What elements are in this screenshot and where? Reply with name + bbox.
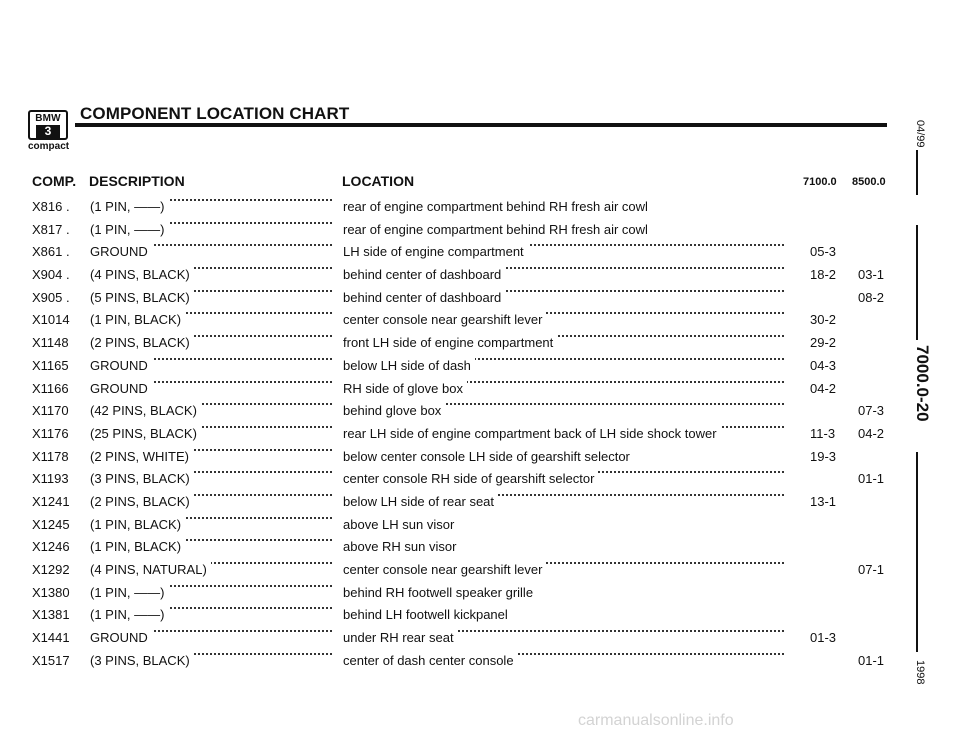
component-location: [343, 199, 784, 215]
ref-7100: 29-2: [810, 335, 837, 351]
component-description: [90, 585, 332, 601]
description-text: (3 PINS, BLACK): [90, 471, 194, 486]
sidebar-date: 04/99: [914, 120, 926, 148]
description-text: GROUND: [90, 381, 152, 396]
table-row: [0, 585, 900, 608]
component-location: [343, 630, 784, 646]
location-text: behind glove box: [343, 403, 445, 418]
component-location: [343, 517, 784, 533]
location-text: center of dash center console: [343, 653, 518, 668]
logo-badge: [28, 110, 68, 140]
component-location: [343, 653, 784, 669]
component-description: [90, 653, 332, 669]
title-rule: [75, 123, 887, 127]
table-row: [0, 267, 900, 290]
ref-8500: 08-2: [858, 289, 885, 305]
description-text: (2 PINS, BLACK): [90, 335, 194, 350]
ref-7100: 30-2: [810, 312, 837, 328]
description-text: (42 PINS, BLACK): [90, 403, 201, 418]
page-title: COMPONENT LOCATION CHART: [80, 104, 350, 123]
location-text: under RH rear seat: [343, 630, 458, 645]
table-row: [0, 471, 900, 494]
ref-7100: 01-3: [810, 630, 837, 646]
component-description: [90, 471, 332, 487]
table-row: [0, 449, 900, 472]
component-id: X817 .: [32, 221, 70, 237]
component-table: [0, 199, 900, 675]
component-description: [90, 494, 332, 510]
sidebar-page-number: 7000.0-20: [913, 345, 932, 422]
sidebar-year: 1998: [914, 660, 926, 685]
description-text: (1 PIN, ——): [90, 222, 168, 237]
component-location: [343, 607, 784, 623]
column-header-description: DESCRIPTION: [89, 173, 185, 189]
component-location: [343, 267, 784, 283]
component-description: [90, 358, 332, 374]
location-text: LH side of engine compartment: [343, 244, 528, 259]
table-row: [0, 607, 900, 630]
table-row: [0, 222, 900, 245]
description-text: (1 PIN, ——): [90, 199, 168, 214]
ref-8500: 04-2: [858, 425, 885, 441]
description-text: (1 PIN, ——): [90, 607, 168, 622]
component-location: [343, 562, 784, 578]
location-text: center console near gearshift lever: [343, 312, 546, 327]
component-location: [343, 539, 784, 555]
description-text: (2 PINS, BLACK): [90, 494, 194, 509]
component-id: X1245: [32, 516, 70, 532]
component-id: X1246: [32, 539, 70, 555]
component-location: [343, 449, 784, 465]
component-description: [90, 244, 332, 260]
ref-7100: 13-1: [810, 493, 837, 509]
component-location: [343, 222, 784, 238]
description-text: (1 PIN, BLACK): [90, 312, 185, 327]
component-id: X1170: [32, 403, 69, 419]
component-description: [90, 607, 332, 623]
component-id: X1176: [32, 425, 69, 441]
table-row: [0, 517, 900, 540]
sidebar-rule-top: [916, 150, 918, 195]
location-text: below LH side of dash: [343, 358, 475, 373]
description-text: GROUND: [90, 630, 152, 645]
description-text: GROUND: [90, 358, 152, 373]
table-row: [0, 653, 900, 676]
location-text: behind LH footwell kickpanel: [343, 607, 512, 622]
ref-7100: 04-2: [810, 380, 837, 396]
component-id: X1241: [32, 493, 70, 509]
description-text: (4 PINS, NATURAL): [90, 562, 211, 577]
table-row: [0, 358, 900, 381]
component-location: [343, 403, 784, 419]
ref-7100: 05-3: [810, 244, 837, 260]
description-text: (25 PINS, BLACK): [90, 426, 201, 441]
table-row: [0, 539, 900, 562]
component-description: [90, 562, 332, 578]
component-location: [343, 494, 784, 510]
table-row: [0, 426, 900, 449]
description-text: (1 PIN, BLACK): [90, 539, 185, 554]
table-row: [0, 630, 900, 653]
sidebar-rule-middle-bottom: [916, 452, 918, 652]
location-text: above LH sun visor: [343, 517, 458, 532]
component-id: X1014: [32, 312, 70, 328]
description-text: (4 PINS, BLACK): [90, 267, 194, 282]
table-row: [0, 335, 900, 358]
component-description: [90, 290, 332, 306]
component-id: X1148: [32, 335, 69, 351]
component-description: [90, 449, 332, 465]
component-id: X1517: [32, 652, 70, 668]
component-id: X816 .: [32, 199, 70, 214]
component-description: [90, 403, 332, 419]
component-location: [343, 244, 784, 260]
component-location: [343, 381, 784, 397]
table-row: [0, 244, 900, 267]
table-row: [0, 290, 900, 313]
table-row: [0, 494, 900, 517]
ref-7100: 04-3: [810, 357, 837, 373]
description-text: (5 PINS, BLACK): [90, 290, 194, 305]
location-text: RH side of glove box: [343, 381, 467, 396]
logo-text: BMW: [35, 113, 61, 124]
location-text: front LH side of engine compartment: [343, 335, 557, 350]
component-id: X1381: [32, 607, 70, 623]
component-id: X1441: [32, 630, 70, 646]
ref-7100: 19-3: [810, 448, 837, 464]
component-location: [343, 585, 784, 601]
component-location: [343, 335, 784, 351]
description-text: (1 PIN, ——): [90, 585, 168, 600]
sidebar-rule-middle-top: [916, 225, 918, 340]
column-header-comp: COMP.: [32, 173, 77, 189]
description-text: GROUND: [90, 244, 152, 259]
component-description: [90, 335, 332, 351]
table-row: [0, 199, 900, 222]
table-row: [0, 562, 900, 585]
ref-7100: 11-3: [810, 425, 836, 441]
component-id: X1166: [32, 380, 69, 396]
component-description: [90, 381, 332, 397]
component-id: X861 .: [32, 244, 70, 260]
component-location: [343, 426, 784, 442]
component-description: [90, 517, 332, 533]
location-text: rear LH side of engine compartment back of LH side shock tower: [343, 426, 721, 441]
logo-number: 3: [36, 125, 60, 138]
column-header-ref-b: 8500.0: [852, 176, 886, 188]
ref-7100: 18-2: [810, 267, 837, 283]
location-text: rear of engine compartment behind RH fresh air cowl: [343, 222, 652, 237]
description-text: (2 PINS, WHITE): [90, 449, 193, 464]
component-location: [343, 312, 784, 328]
component-id: X1193: [32, 471, 69, 487]
location-text: above RH sun visor: [343, 539, 460, 554]
ref-8500: 07-1: [858, 562, 885, 577]
logo-subtitle: compact: [28, 141, 70, 152]
component-description: [90, 267, 332, 283]
component-description: [90, 539, 332, 555]
component-location: [343, 471, 784, 487]
component-description: [90, 222, 332, 238]
component-id: X1178: [32, 448, 69, 464]
ref-8500: 01-1: [858, 652, 885, 668]
location-text: below LH side of rear seat: [343, 494, 498, 509]
table-row: [0, 381, 900, 404]
table-row: [0, 403, 900, 426]
component-description: [90, 426, 332, 442]
location-text: center console RH side of gearshift selector: [343, 471, 598, 486]
component-location: [343, 290, 784, 306]
component-id: X905 .: [32, 289, 70, 305]
ref-8500: 07-3: [858, 403, 885, 419]
location-text: center console near gearshift lever: [343, 562, 546, 577]
location-text: behind center of dashboard: [343, 267, 505, 282]
location-text: rear of engine compartment behind RH fresh air cowl: [343, 199, 652, 214]
component-id: X1165: [32, 357, 69, 373]
component-id: X1292: [32, 562, 70, 577]
description-text: (1 PIN, BLACK): [90, 517, 185, 532]
watermark-text: carmanualsonline.info: [578, 712, 734, 729]
component-description: [90, 312, 332, 328]
ref-8500: 01-1: [858, 471, 885, 487]
location-text: behind center of dashboard: [343, 290, 505, 305]
ref-8500: 03-1: [858, 267, 885, 283]
component-description: [90, 199, 332, 215]
location-text: below center console LH side of gearshift selector: [343, 449, 634, 464]
component-id: X1380: [32, 584, 70, 600]
column-header-ref-a: 7100.0: [803, 176, 837, 188]
location-text: behind RH footwell speaker grille: [343, 585, 537, 600]
component-description: [90, 630, 332, 646]
description-text: (3 PINS, BLACK): [90, 653, 194, 668]
table-row: [0, 312, 900, 335]
component-location: [343, 358, 784, 374]
component-id: X904 .: [32, 267, 70, 283]
column-header-location: LOCATION: [342, 173, 415, 189]
